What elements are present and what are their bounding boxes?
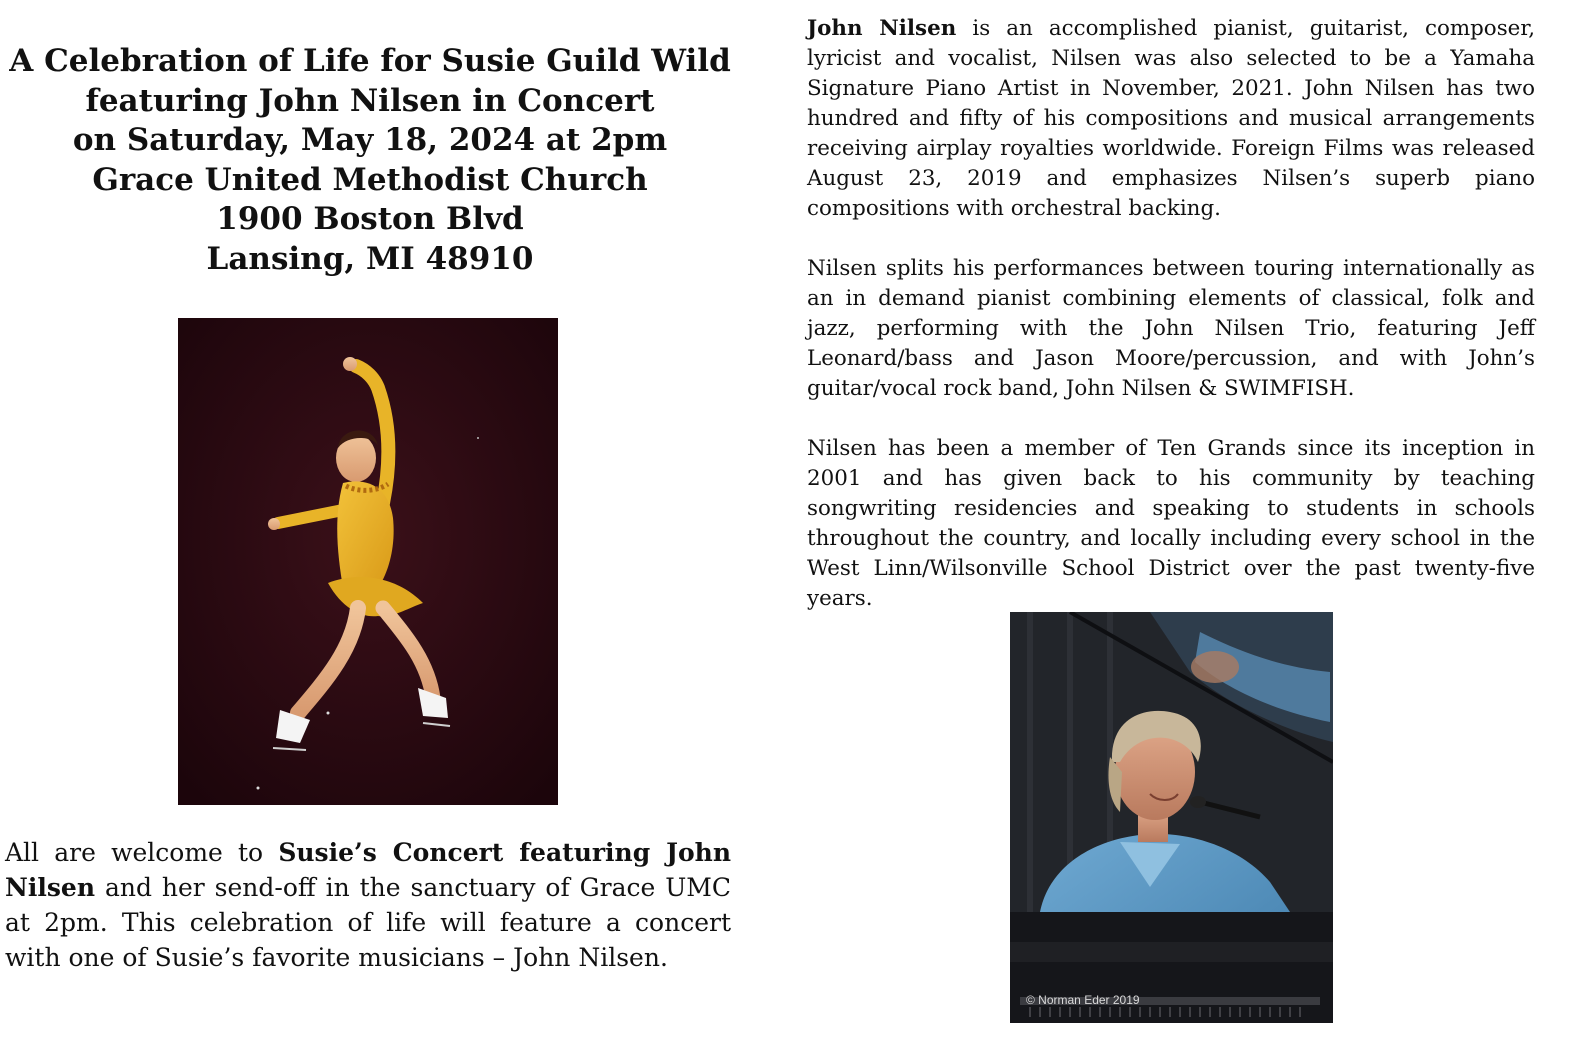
photo-credit: © Norman Eder 2019 xyxy=(1026,993,1140,1007)
bio-paragraph-3: Nilsen has been a member of Ten Grands since its inception in 2001 and has given back to his community by teaching songwriting residencies and speaking to students in schools throughout the country, and locally including every school in the West Linn/Wilsonville School District over the past twenty-five years. xyxy=(807,436,1535,611)
heading-line-featuring: featuring John Nilsen in Concert xyxy=(85,82,655,119)
bio-paragraph-1 xyxy=(807,14,1535,224)
pianist-illustration xyxy=(1010,612,1333,1023)
left-column xyxy=(0,0,740,1048)
bio-p1-text: is an accomplished pianist, guitarist, composer, lyricist and vocalist, Nilsen was also selected to be a Yamaha Signature Piano Artist in November, 2021. John Nilsen has two hundred and fifty of his compositions and musical arrangements receiving airplay royalties worldwide. Foreign Films was released August 23, 2019 and emphasizes Nilsen’s superb piano compositions with orchestral backing. xyxy=(807,16,1536,221)
heading-line-street: 1900 Boston Blvd xyxy=(216,201,524,237)
skater-illustration xyxy=(178,318,558,805)
heading-line-venue: Grace United Methodist Church xyxy=(92,161,648,198)
event-heading xyxy=(0,42,740,279)
right-column xyxy=(807,14,1535,614)
welcome-highlight: Susie’s Concert featuring John Nilsen xyxy=(5,838,731,902)
welcome-intro: All are welcome to xyxy=(5,838,279,867)
skater-photo xyxy=(178,318,558,805)
heading-line-city: Lansing, MI 48910 xyxy=(206,240,534,277)
bio-name: John Nilsen xyxy=(807,16,957,41)
pianist-photo xyxy=(1010,612,1333,1023)
bio-paragraph-2: Nilsen splits his performances between touring internationally as an in demand pianist combining elements of classical, folk and jazz, performing with the John Nilsen Trio, featuring Jeff Leonard/bass and Jason Moore/percussion, and with John’s guitar/vocal rock band, John Nilsen & SWIMFISH. xyxy=(807,256,1535,401)
heading-line-date: on Saturday, May 18, 2024 at 2pm xyxy=(72,122,668,158)
welcome-paragraph xyxy=(5,835,731,975)
welcome-rest: and her send-off in the sanctuary of Grace UMC at 2pm. This celebration of life will feature a concert with one of Susie’s favorite musicians – John Nilsen. xyxy=(5,873,731,972)
heading-line-title: A Celebration of Life for Susie Guild Wild xyxy=(9,43,731,79)
